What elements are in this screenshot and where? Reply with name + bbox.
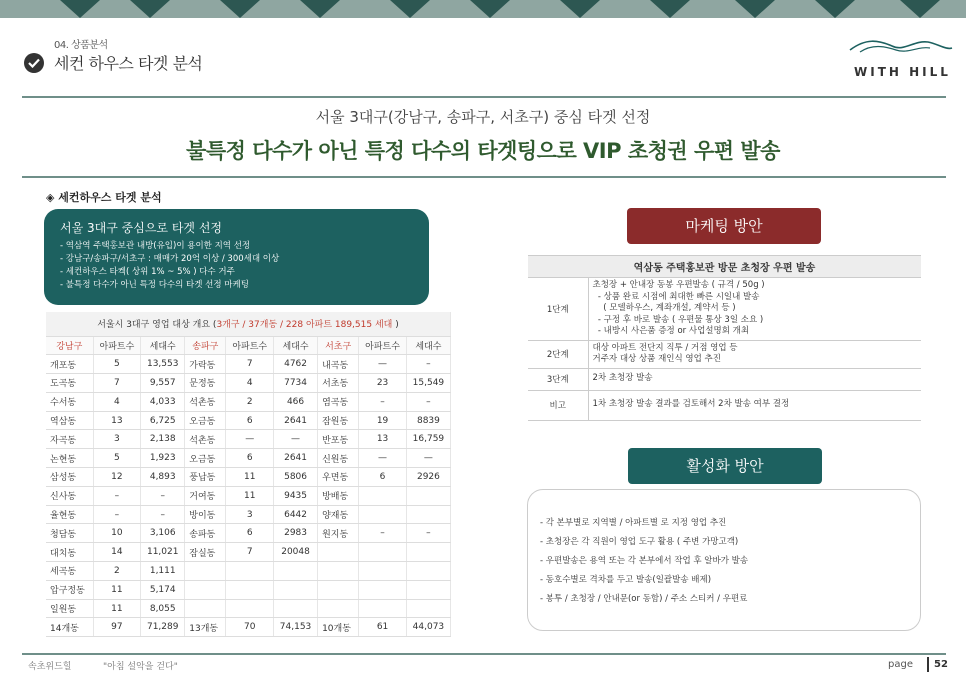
- table-cell: 방배동: [318, 486, 359, 505]
- plan-line: - 상품 완료 시점에 최대한 빠른 시일내 발송: [592, 291, 760, 302]
- activation-plan-button[interactable]: 활성화 방안: [628, 448, 822, 484]
- page-title: 세컨 하우스 타겟 분석: [54, 54, 203, 73]
- table-cell: 송파동: [185, 524, 226, 543]
- table-row: [46, 449, 451, 468]
- plan-line: - 구정 후 바로 발송 ( 우편물 통상 3일 소요 ): [592, 314, 764, 325]
- table-cell: 8,055: [141, 599, 185, 618]
- table-row: [46, 543, 451, 562]
- table-cell: 서초동: [318, 374, 359, 393]
- table-cell: 수서동: [46, 392, 93, 411]
- table-cell: [226, 562, 274, 581]
- table-cell: 5: [93, 355, 141, 374]
- table-cell: 4,033: [141, 392, 185, 411]
- table-header-cell: 세대수: [274, 336, 318, 355]
- table-cell: 11: [93, 580, 141, 599]
- table-header-cell: 세대수: [141, 336, 185, 355]
- table-cell: 자곡동: [46, 430, 93, 449]
- target-summary-box: [44, 209, 429, 305]
- plan-line: 2차 초청장 발송: [592, 373, 653, 384]
- table-cell: 도곡동: [46, 374, 93, 393]
- table-cell: 석촌동: [185, 430, 226, 449]
- table-row: [46, 468, 451, 487]
- table-cell: [359, 562, 407, 581]
- plan-stage: 비고: [528, 390, 588, 420]
- table-cell: 10개동: [318, 618, 359, 637]
- plan-line: 거주자 대상 상품 재인식 영업 추진: [592, 354, 721, 364]
- table-cell: 7734: [274, 374, 318, 393]
- table-cell: 2: [226, 392, 274, 411]
- table-cell: 6: [226, 449, 274, 468]
- table-row: [46, 580, 451, 599]
- table-cell: –: [406, 355, 450, 374]
- table-cell: –: [141, 486, 185, 505]
- table-cell: [359, 599, 407, 618]
- table-cell: 우면동: [318, 468, 359, 487]
- table-row: [46, 355, 451, 374]
- plan-line: 1차 초청장 발송 결과를 검토해서 2차 발송 여부 결정: [592, 399, 790, 410]
- table-cell: 97: [93, 618, 141, 637]
- table-cell: 7: [93, 374, 141, 393]
- table-cell: 청담동: [46, 524, 93, 543]
- table-header-cell: 아파트수: [359, 336, 407, 355]
- table-cell: [185, 599, 226, 618]
- section-label: ◈ 세컨하우스 타겟 분석: [46, 191, 162, 204]
- plan-description: [588, 368, 921, 390]
- table-cell: 논현동: [46, 449, 93, 468]
- table-cell: —: [359, 355, 407, 374]
- table-row: [46, 599, 451, 618]
- logo-text: WITH HILL: [854, 65, 951, 79]
- table-cell: 2641: [274, 449, 318, 468]
- table-cell: 20048: [274, 543, 318, 562]
- plan-stage: 1단계: [528, 278, 588, 341]
- table-caption-row: [46, 312, 451, 336]
- table-cell: 2926: [406, 468, 450, 487]
- table-cell: 오금동: [185, 449, 226, 468]
- table-cell: [274, 580, 318, 599]
- table-cell: 양재동: [318, 505, 359, 524]
- table-cell: 71,289: [141, 618, 185, 637]
- table-row: [46, 374, 451, 393]
- table-header-cell: 송파구: [185, 336, 226, 355]
- table-caption: 서울시 3대구 영업 대상 개요 (3개구 / 37개동 / 228 아파트 189,515 세대 ): [46, 312, 451, 336]
- table-cell: 내곡동: [318, 355, 359, 374]
- subtitle: 서울 3대구(강남구, 송파구, 서초구) 중심 타겟 선정: [315, 108, 651, 126]
- table-cell: 9,557: [141, 374, 185, 393]
- table-cell: —: [226, 430, 274, 449]
- table-cell: 5,174: [141, 580, 185, 599]
- table-cell: –: [93, 505, 141, 524]
- table-cell: —: [406, 449, 450, 468]
- table-cell: 염곡동: [318, 392, 359, 411]
- table-cell: 4,893: [141, 468, 185, 487]
- table-cell: 44,073: [406, 618, 450, 637]
- table-header-row: [46, 336, 451, 355]
- table-cell: –: [359, 392, 407, 411]
- table-cell: 11: [226, 486, 274, 505]
- table-cell: 11: [93, 599, 141, 618]
- plan-description: [588, 278, 921, 341]
- table-cell: 잠원동: [318, 411, 359, 430]
- plan-line: ( 모델하우스, 계좌개설, 계약서 등 ): [592, 303, 736, 313]
- activation-box: [527, 489, 921, 631]
- table-cell: —: [274, 430, 318, 449]
- table-cell: [406, 543, 450, 562]
- table-row: [46, 562, 451, 581]
- table-cell: [359, 486, 407, 505]
- table-cell: 61: [359, 618, 407, 637]
- plan-stage: 3단계: [528, 368, 588, 390]
- table-cell: 5: [93, 449, 141, 468]
- table-row: [46, 392, 451, 411]
- table-cell: 14: [93, 543, 141, 562]
- table-cell: 6: [226, 411, 274, 430]
- table-cell: 개포동: [46, 355, 93, 374]
- table-cell: [406, 580, 450, 599]
- table-cell: 2: [93, 562, 141, 581]
- plan-row: [528, 390, 921, 420]
- table-cell: [274, 599, 318, 618]
- table-cell: 13,553: [141, 355, 185, 374]
- table-cell: 6: [226, 524, 274, 543]
- table-cell: 역삼동: [46, 411, 93, 430]
- table-cell: 13: [359, 430, 407, 449]
- table-cell: 가락동: [185, 355, 226, 374]
- table-cell: 반포동: [318, 430, 359, 449]
- table-header-cell: 강남구: [46, 336, 93, 355]
- plan-row: [528, 278, 921, 341]
- target-item: - 세컨하우스 타켁( 상위 1% ~ 5% ) 다수 거주: [60, 267, 235, 277]
- table-cell: [406, 486, 450, 505]
- table-cell: 석촌동: [185, 392, 226, 411]
- section-number: 04. 상품분석: [54, 40, 108, 51]
- activation-item: - 초청장은 각 직원이 영업 도구 활용 ( 주변 가망고객): [540, 537, 739, 547]
- table-cell: —: [359, 449, 407, 468]
- table-cell: –: [406, 392, 450, 411]
- table-cell: [226, 580, 274, 599]
- table-cell: [406, 562, 450, 581]
- activation-item: - 봉투 / 초청장 / 안내문(or 동함) / 주소 스티커 / 우편료: [540, 594, 748, 604]
- table-cell: 삼성동: [46, 468, 93, 487]
- table-cell: 6,725: [141, 411, 185, 430]
- table-cell: 압구정동: [46, 580, 93, 599]
- table-cell: 신사동: [46, 486, 93, 505]
- table-cell: [359, 580, 407, 599]
- table-row: [46, 486, 451, 505]
- table-cell: [406, 505, 450, 524]
- table-cell: 6: [359, 468, 407, 487]
- table-cell: [318, 580, 359, 599]
- table-cell: 11,021: [141, 543, 185, 562]
- activation-item: - 동호수별로 격차를 두고 발송(일괄발송 배제): [540, 575, 712, 585]
- table-header-cell: 서초구: [318, 336, 359, 355]
- table-cell: 풍납동: [185, 468, 226, 487]
- table-cell: 11: [226, 468, 274, 487]
- activation-item: - 각 본부별로 지역별 / 아파트별 로 지정 영업 추진: [540, 518, 727, 528]
- table-cell: 7: [226, 543, 274, 562]
- table-row: [46, 618, 451, 637]
- table-cell: 율현동: [46, 505, 93, 524]
- table-cell: 3: [226, 505, 274, 524]
- table-cell: 1,923: [141, 449, 185, 468]
- target-item: - 불특정 다수가 아닌 특정 다수의 타겟 선정 마케팅: [60, 280, 249, 290]
- table-cell: –: [406, 524, 450, 543]
- marketing-plan-table: [528, 255, 921, 421]
- table-cell: 4: [226, 374, 274, 393]
- page-number: 52: [934, 659, 948, 670]
- table-cell: 13: [93, 411, 141, 430]
- table-cell: [318, 599, 359, 618]
- table-cell: [359, 543, 407, 562]
- plan-line: - 내방시 사은품 증정 or 사업설명회 개최: [592, 326, 750, 336]
- table-cell: 세곡동: [46, 562, 93, 581]
- table-cell: 방이동: [185, 505, 226, 524]
- table-cell: 9435: [274, 486, 318, 505]
- table-cell: 14개동: [46, 618, 93, 637]
- table-cell: 19: [359, 411, 407, 430]
- table-cell: 신원동: [318, 449, 359, 468]
- table-cell: 대치동: [46, 543, 93, 562]
- table-cell: –: [141, 505, 185, 524]
- table-row: [46, 411, 451, 430]
- target-item: - 역삼역 주택홍보관 내방(유입)이 용이한 지역 선정: [60, 241, 251, 251]
- page-label: page: [888, 659, 913, 670]
- table-cell: 12: [93, 468, 141, 487]
- plan-stage: 2단계: [528, 340, 588, 368]
- table-cell: 오금동: [185, 411, 226, 430]
- table-cell: 4: [93, 392, 141, 411]
- table-cell: 4762: [274, 355, 318, 374]
- table-row: [46, 430, 451, 449]
- table-cell: 16,759: [406, 430, 450, 449]
- table-cell: 466: [274, 392, 318, 411]
- table-cell: [185, 562, 226, 581]
- table-row: [46, 505, 451, 524]
- table-cell: [185, 580, 226, 599]
- target-item: - 강남구/송파구/서초구 : 매매가 20억 이상 / 300세대 이상: [60, 254, 280, 264]
- table-cell: 잠실동: [185, 543, 226, 562]
- activation-item: - 우편발송은 용역 또는 각 본부에서 작업 후 알바가 발송: [540, 556, 749, 566]
- target-box-title: 서울 3대구 중심으로 타겟 선정: [60, 221, 222, 235]
- table-header-cell: 아파트수: [93, 336, 141, 355]
- table-cell: 7: [226, 355, 274, 374]
- table-cell: [318, 543, 359, 562]
- plan-row: [528, 368, 921, 390]
- table-cell: 2,138: [141, 430, 185, 449]
- plan-line: 대상 아파트 전단지 직투 / 거점 영업 등: [592, 342, 738, 353]
- table-cell: 8839: [406, 411, 450, 430]
- table-cell: [406, 599, 450, 618]
- footer-brand: 속초위드힐: [28, 662, 72, 672]
- table-cell: 15,549: [406, 374, 450, 393]
- table-cell: 10: [93, 524, 141, 543]
- table-cell: [318, 562, 359, 581]
- divider: [22, 96, 946, 98]
- plan-description: [588, 340, 921, 368]
- table-cell: 3: [93, 430, 141, 449]
- table-cell: [226, 599, 274, 618]
- table-cell: 23: [359, 374, 407, 393]
- marketing-plan-button[interactable]: 마케팅 방안: [627, 208, 821, 244]
- top-decorative-band: [0, 0, 966, 18]
- table-cell: 2983: [274, 524, 318, 543]
- table-cell: 74,153: [274, 618, 318, 637]
- footer-quote: "아침 설악을 걷다": [103, 662, 178, 672]
- divider: [22, 176, 946, 178]
- table-cell: 2641: [274, 411, 318, 430]
- divider: [22, 653, 946, 655]
- plan-table-title: 역삼동 주택홍보관 방문 초청장 우편 발송: [528, 256, 921, 278]
- table-cell: 일원동: [46, 599, 93, 618]
- table-cell: 3,106: [141, 524, 185, 543]
- table-header-cell: 아파트수: [226, 336, 274, 355]
- table-cell: 원지동: [318, 524, 359, 543]
- table-cell: 6442: [274, 505, 318, 524]
- check-circle-icon: [24, 53, 44, 73]
- table-cell: 5806: [274, 468, 318, 487]
- table-cell: [359, 505, 407, 524]
- table-cell: 13개동: [185, 618, 226, 637]
- plan-title-row: [528, 256, 921, 278]
- plan-description: [588, 390, 921, 420]
- headline: 불특정 다수가 아닌 특정 다수의 타겟팅으로 VIP 초청권 우편 발송: [186, 139, 780, 163]
- table-cell: 70: [226, 618, 274, 637]
- table-cell: –: [359, 524, 407, 543]
- page-separator: [927, 657, 929, 672]
- plan-row: [528, 340, 921, 368]
- table-header-cell: 세대수: [406, 336, 450, 355]
- table-cell: 거여동: [185, 486, 226, 505]
- table-row: [46, 524, 451, 543]
- table-cell: 문정동: [185, 374, 226, 393]
- table-cell: 1,111: [141, 562, 185, 581]
- plan-line: 초청장 + 안내장 동봉 우편발송 ( 규격 / 50g ): [592, 280, 765, 290]
- table-cell: [274, 562, 318, 581]
- district-table: [46, 312, 451, 637]
- table-cell: –: [93, 486, 141, 505]
